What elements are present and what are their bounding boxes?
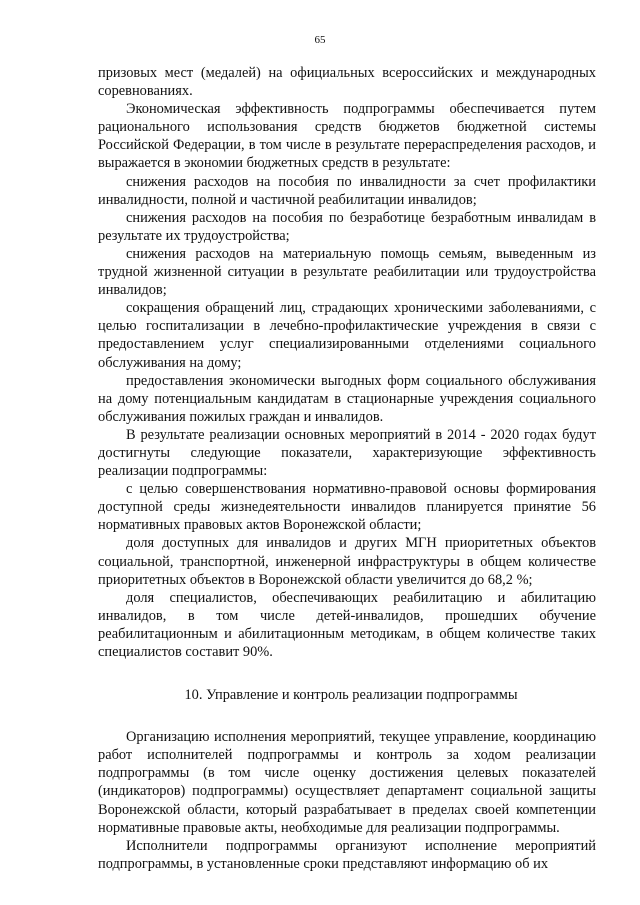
paragraph-indicator-accessible-objects: доля доступных для инвалидов и других МГН приоритетных объектов социальной, транспортной, инженерной инфраструктуры в общем количестве приоритетных объектов в Воронежской области увеличится до 68,2 %; <box>98 535 596 588</box>
page-body <box>98 64 596 873</box>
paragraph-continuation: призовых мест (медалей) на официальных всероссийских и международных соревнованиях. <box>98 65 596 100</box>
paragraph-item-material-assistance: снижения расходов на материальную помощь семьям, выведенным из трудной жизненной ситуации в результате реабилитации или трудоустройства инвалидов; <box>98 245 596 299</box>
paragraph-management: Организацию исполнения мероприятий, текущее управление, координацию работ исполнителей подпрограммы и контроль за ходом реализации подпрограммы (в том числе оценку достижения целевых показателей (индикаторов) подпрограммы) осуществляет департамент социальной защиты Воронежской области, который разрабатывает в пределах своей компетенции нормативные правовые акты, необходимые для реализации подпрограммы. <box>98 729 596 836</box>
paragraph-results-intro: В результате реализации основных мероприятий в 2014 - 2020 годах будут достигнуты следующие показатели, характеризующие эффективность реализации подпрограммы: <box>98 426 596 480</box>
paragraph-executors: Исполнители подпрограммы организуют исполнение мероприятий подпрограммы, в установленные сроки представляют информацию об их <box>98 837 596 872</box>
section-heading: 10. Управление и контроль реализации подпрограммы <box>184 687 518 704</box>
paragraph-item-unemployment-benefits: снижения расходов на пособия по безработице безработным инвалидам в результате их трудоустройства; <box>98 209 596 244</box>
paragraph-economic-efficiency: Экономическая эффективность подпрограммы обеспечивается путем рационального использования средств бюджетов бюджетной системы Российской Федерации, в том числе в результате перераспределения расходов, и выражается в экономии бюджетных средств в результате: <box>98 101 596 172</box>
page-number: 65 <box>314 34 326 46</box>
paragraph-item-home-services: предоставления экономически выгодных форм социального обслуживания на дому потенциальным кандидатам в стационарные учреждения социального обслуживания пожилых граждан и инвалидов. <box>98 372 596 425</box>
paragraph-item-hospitalization: сокращения обращений лиц, страдающих хроническими заболеваниями, с целью госпитализации в лечебно-профилактические учреждения в связи с предоставлением услуг специализированными отделениями социального обслуживания на дому; <box>98 300 596 371</box>
paragraph-indicator-specialists: доля специалистов, обеспечивающих реабилитацию и абилитацию инвалидов, в том числе детей-инвалидов, прошедших обучение реабилитационным и абилитационным методикам, в общем количестве таких специалистов составит 90%. <box>98 589 596 660</box>
paragraph-item-disability-benefits: снижения расходов на пособия по инвалидности за счет профилактики инвалидности, полной и частичной реабилитации инвалидов; <box>98 173 596 208</box>
paragraph-indicator-legal-acts: с целью совершенствования нормативно-правовой основы формирования доступной среды жизнедеятельности инвалидов планируется принятие 56 нормативных правовых актов Воронежской области; <box>98 481 596 534</box>
